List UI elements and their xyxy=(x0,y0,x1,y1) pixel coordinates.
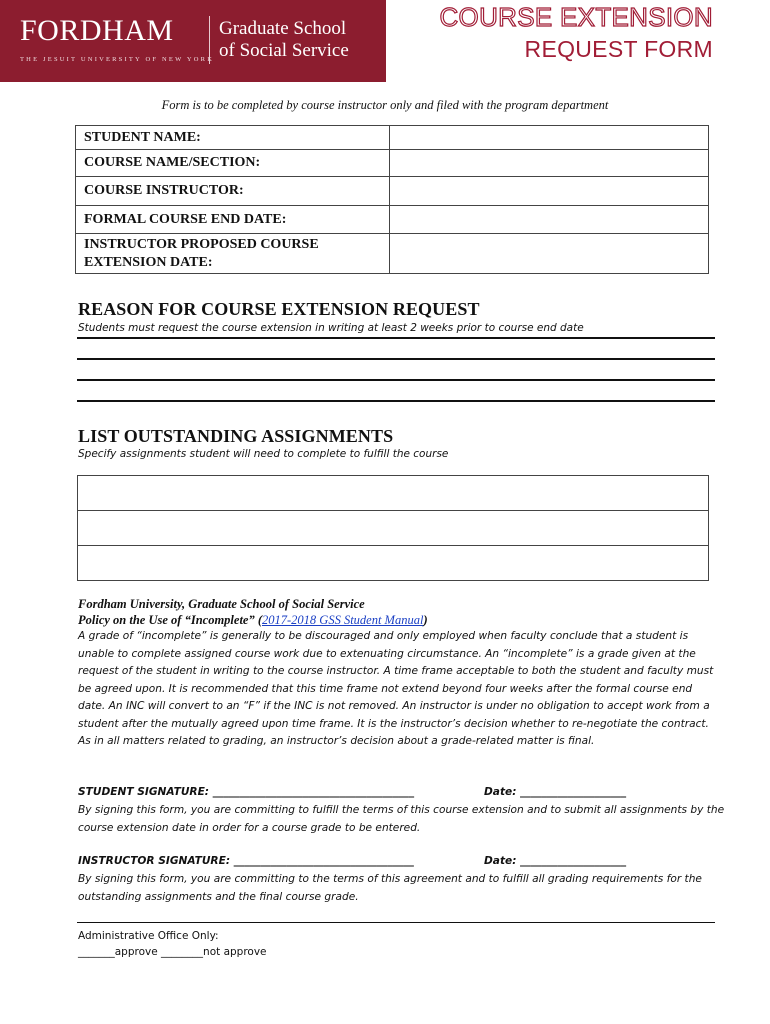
incomplete-policy xyxy=(78,596,718,751)
policy-heading-1: Fordham University, Graduate School of Social Service xyxy=(78,597,365,611)
policy-heading-2 xyxy=(78,612,718,628)
course-instructor-field[interactable] xyxy=(390,177,709,206)
student-signature-block xyxy=(78,784,728,837)
table-row xyxy=(76,126,709,150)
reason-line-3[interactable] xyxy=(77,379,715,381)
course-instructor-label: COURSE INSTRUCTOR: xyxy=(76,177,390,206)
fordham-logo xyxy=(0,0,386,82)
course-end-date-field[interactable] xyxy=(390,206,709,234)
admin-divider xyxy=(77,922,715,923)
table-row xyxy=(76,177,709,206)
instructor-signature-note: By signing this form, you are committing to the terms of this agreement and to fulfill all grading requirements for the outstanding assignments and the final course grade. xyxy=(78,873,702,903)
instructor-signature-label[interactable]: INSTRUCTOR SIGNATURE: __________________________________ xyxy=(78,855,414,867)
course-name-field[interactable] xyxy=(390,150,709,177)
form-title-line-1: COURSE EXTENSION xyxy=(439,2,713,32)
table-row xyxy=(76,234,709,274)
logo-tagline: THE JESUIT UNIVERSITY OF NEW YORK xyxy=(20,56,215,63)
assignments-section-title: LIST OUTSTANDING ASSIGNMENTS xyxy=(78,426,394,446)
instructor-signature-block xyxy=(78,853,728,906)
reason-line-4[interactable] xyxy=(77,400,715,402)
student-name-label: STUDENT NAME: xyxy=(76,126,390,150)
school-line-1: Graduate School xyxy=(219,18,347,39)
student-signature-note: By signing this form, you are committing to fulfill the terms of this course extension and to submit all assignments by the course extension date in order for a course grade to be entered. xyxy=(78,804,725,834)
extension-date-field[interactable] xyxy=(390,234,709,274)
course-end-date-label: FORMAL COURSE END DATE: xyxy=(76,206,390,234)
admin-title: Administrative Office Only: xyxy=(78,930,219,942)
school-line-2: of Social Service xyxy=(219,40,349,61)
instructor-date-label[interactable]: Date: ____________________ xyxy=(484,855,627,867)
assignment-line-1[interactable] xyxy=(78,476,708,511)
policy-body: A grade of “incomplete” is generally to be discouraged and only employed when faculty conclude that a student is unable to complete assigned course work due to extenuating circumstance. An “incomplete” is a grade given at the request of the student in writing to the course instructor. A time frame acceptable to both the student and faculty must be agreed upon. It is recommended that this time frame not extend beyond four weeks after the formal course end date. An INC will convert to an “F” if the INC is not removed. An instructor is under no obligation to accept work from a student after the mutually agreed upon time frame. It is the instructor’s decision whether to re-negotiate the contract. As in all matters related to grading, an instructor’s decision about a grade-related matter is final. xyxy=(78,630,714,747)
course-name-label: COURSE NAME/SECTION: xyxy=(76,150,390,177)
policy-heading-suffix: ) xyxy=(423,613,428,627)
extension-date-label xyxy=(76,234,390,274)
reason-section-subtitle: Students must request the course extension in writing at least 2 weeks prior to course end date xyxy=(78,322,584,334)
student-date-label[interactable]: Date: ____________________ xyxy=(484,786,627,798)
policy-heading-prefix: Policy on the Use of “Incomplete” ( xyxy=(78,613,262,627)
reason-line-1[interactable] xyxy=(77,337,715,339)
table-row xyxy=(76,206,709,234)
form-instruction: Form is to be completed by course instructor only and filed with the program department xyxy=(161,98,609,112)
assignments-section-subtitle: Specify assignments student will need to complete to fulfill the course xyxy=(78,448,449,460)
admin-office-block xyxy=(78,928,267,960)
assignment-line-2[interactable] xyxy=(78,511,708,546)
admin-options[interactable]: _______approve ________not approve xyxy=(78,946,267,958)
table-row xyxy=(76,150,709,177)
student-name-field[interactable] xyxy=(390,126,709,150)
logo-wordmark: FORDHAM xyxy=(20,14,174,47)
extension-date-label-line-1: INSTRUCTOR PROPOSED COURSE xyxy=(84,236,319,252)
student-info-table xyxy=(75,125,709,274)
logo-school-name xyxy=(219,18,349,62)
reason-line-2[interactable] xyxy=(77,358,715,360)
form-title-line-2: REQUEST FORM xyxy=(524,36,713,62)
student-signature-label[interactable]: STUDENT SIGNATURE: ______________________________________ xyxy=(78,786,415,798)
assignments-box xyxy=(77,475,709,581)
assignment-line-3[interactable] xyxy=(78,546,708,580)
reason-section-title: REASON FOR COURSE EXTENSION REQUEST xyxy=(78,299,480,319)
extension-date-label-line-2: EXTENSION DATE: xyxy=(84,254,213,270)
student-manual-link[interactable]: 2017-2018 GSS Student Manual xyxy=(262,613,424,627)
